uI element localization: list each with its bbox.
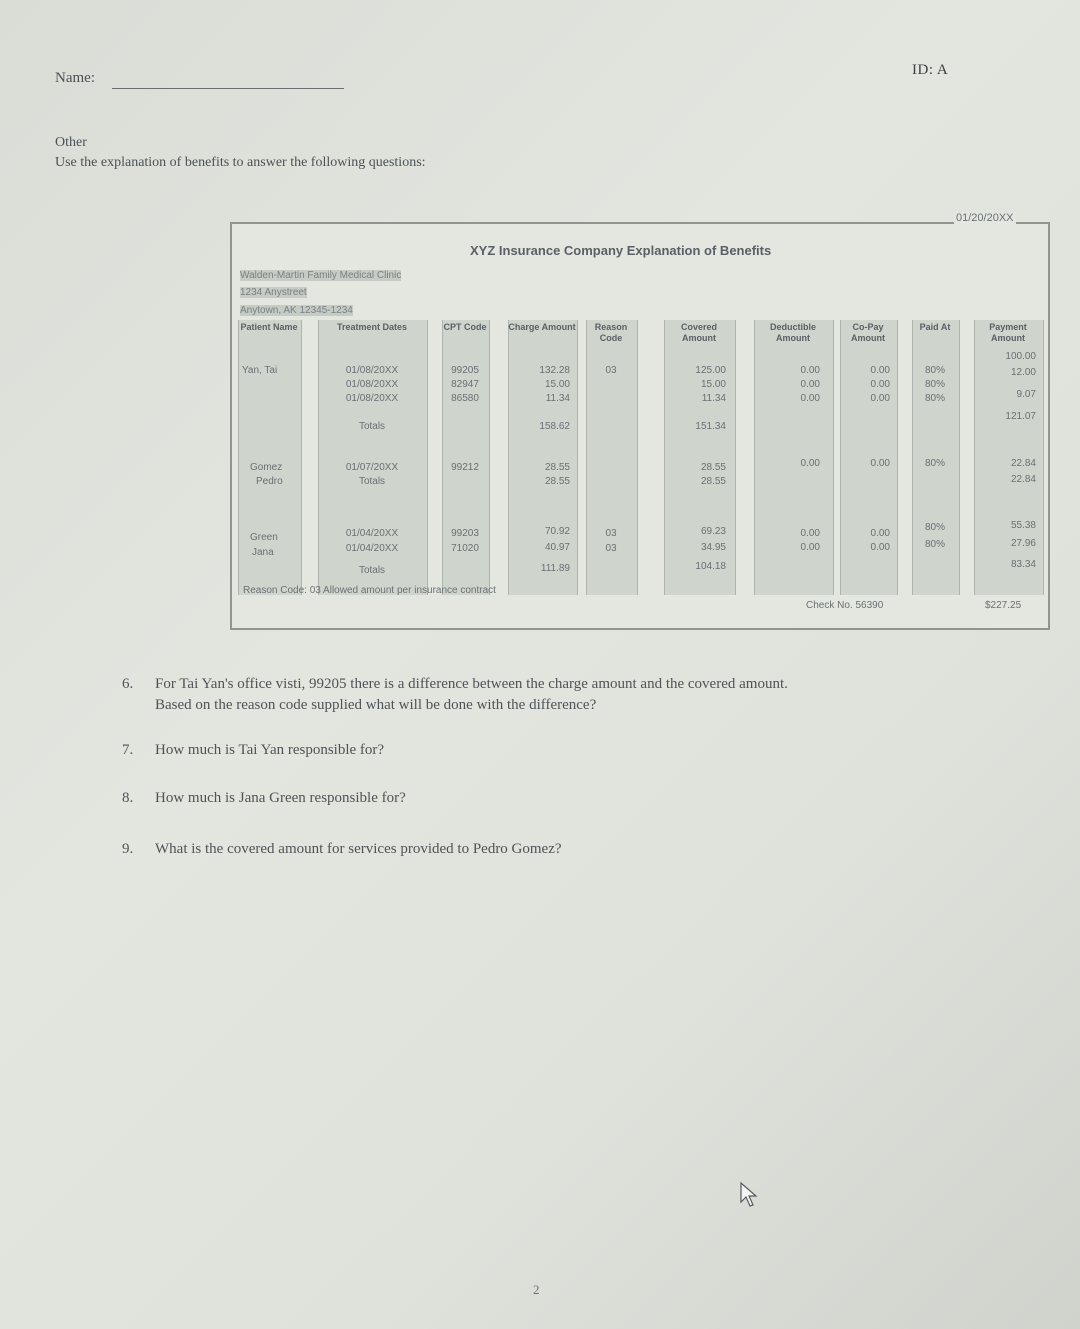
charge-amount: 28.55 [544, 462, 570, 473]
section-title: Other [55, 135, 87, 150]
copay-amount: 0.00 [870, 528, 890, 539]
paid-at: 80% [924, 522, 945, 533]
charge-total: 111.89 [540, 563, 570, 574]
paid-at: 80% [924, 458, 945, 469]
totals-label: Totals [358, 476, 386, 487]
paid-at: 80% [924, 379, 945, 390]
clinic-city: Anytown, AK 12345-1234 [240, 305, 353, 316]
payment-amount: 27.96 [1010, 538, 1036, 549]
payment-total: 22.84 [1010, 474, 1036, 485]
header-copay-amount: Co-Pay Amount [851, 322, 885, 343]
treatment-date: 01/04/20XX [345, 543, 399, 554]
cpt-code: 99203 [451, 528, 479, 539]
header-treatment-dates: Treatment Dates [336, 322, 408, 332]
deductible-amount: 0.00 [800, 458, 820, 469]
question-line: Based on the reason code supplied what will be done with the difference? [155, 697, 597, 713]
question-number: 6. [122, 676, 134, 692]
charge-total: 28.55 [544, 476, 570, 487]
covered-total: 28.55 [700, 476, 726, 487]
covered-total: 104.18 [695, 561, 726, 572]
clinic-name: Walden-Martin Family Medical Clinic [240, 270, 402, 281]
question-8 [155, 788, 955, 809]
name-field-line[interactable] [112, 88, 344, 89]
paid-at: 80% [924, 539, 945, 550]
question-line: How much is Tai Yan responsible for? [155, 742, 385, 758]
covered-amount: 69.23 [700, 526, 726, 537]
charge-amount: 11.34 [545, 393, 570, 404]
reason-code-note: Reason Code: 03 Allowed amount per insurance contract [243, 585, 496, 596]
deductible-amount: 0.00 [800, 365, 820, 376]
header-patient-name: Patient Name [240, 322, 298, 332]
deductible-amount: 0.00 [800, 393, 820, 404]
copay-amount: 0.00 [870, 379, 890, 390]
eob-date: 01/20/20XX [956, 212, 1014, 224]
reason-code: 03 [605, 528, 617, 539]
question-9 [155, 839, 955, 860]
copay-amount: 0.00 [870, 458, 890, 469]
question-line: What is the covered amount for services provided to Pedro Gomez? [155, 841, 562, 857]
header-covered-amount: Covered Amount [680, 322, 717, 343]
treatment-date: 01/04/20XX [345, 528, 399, 539]
question-line: For Tai Yan's office visti, 99205 there is a difference between the charge amount and the covered amount. [155, 676, 788, 692]
reason-code: 03 [605, 543, 617, 554]
payment-amount: 12.00 [1010, 367, 1036, 378]
cpt-code: 71020 [451, 543, 479, 554]
charge-amount: 40.97 [544, 542, 570, 553]
section-instruction: Use the explanation of benefits to answer the following questions: [55, 155, 426, 170]
eob-title: XYZ Insurance Company Explanation of Benefits [470, 243, 772, 258]
covered-amount: 34.95 [700, 542, 726, 553]
question-7 [155, 740, 955, 761]
paid-at: 80% [924, 393, 945, 404]
header-cpt-code: CPT Code [443, 322, 487, 332]
covered-amount: 11.34 [701, 393, 726, 404]
charge-amount: 70.92 [544, 526, 570, 537]
patient-name: Pedro [256, 476, 283, 487]
check-total: $227.25 [985, 600, 1022, 611]
payment-amount: 100.00 [1005, 351, 1036, 362]
question-number: 9. [122, 841, 134, 857]
cpt-code: 82947 [451, 379, 479, 390]
mouse-cursor-icon [740, 1182, 758, 1208]
deductible-amount: 0.00 [800, 542, 820, 553]
treatment-date: 01/08/20XX [345, 379, 399, 390]
cpt-code: 99212 [451, 462, 479, 473]
patient-name: Jana [252, 547, 274, 558]
question-number: 7. [122, 742, 134, 758]
totals-label: Totals [358, 565, 386, 576]
copay-amount: 0.00 [870, 542, 890, 553]
copay-amount: 0.00 [870, 393, 890, 404]
cpt-code: 99205 [451, 365, 479, 376]
check-number: Check No. 56390 [806, 600, 884, 611]
name-label: Name: [55, 70, 95, 86]
charge-amount: 15.00 [544, 379, 570, 390]
question-6 [155, 674, 1035, 716]
totals-label: Totals [358, 421, 386, 432]
question-line: How much is Jana Green responsible for? [155, 790, 406, 806]
covered-amount: 28.55 [700, 462, 726, 473]
treatment-date: 01/07/20XX [345, 462, 399, 473]
header-charge-amount: Charge Amount [508, 322, 576, 332]
payment-total: 83.34 [1010, 559, 1036, 570]
treatment-date: 01/08/20XX [345, 365, 399, 376]
patient-name: Gomez [250, 462, 283, 473]
header-reason-code: Reason Code [594, 322, 628, 343]
deductible-amount: 0.00 [800, 379, 820, 390]
charge-amount: 132.28 [539, 365, 570, 376]
treatment-date: 01/08/20XX [345, 393, 399, 404]
patient-name: Yan, Tai [242, 365, 278, 376]
deductible-amount: 0.00 [800, 528, 820, 539]
covered-amount: 125.00 [695, 365, 726, 376]
payment-amount: 22.84 [1010, 458, 1036, 469]
header-payment-amount: Payment Amount [989, 322, 1027, 343]
reason-code: 03 [605, 365, 617, 376]
id-label: ID: A [912, 62, 949, 78]
cpt-code: 86580 [451, 393, 479, 404]
page-number: 2 [533, 1282, 540, 1297]
patient-name: Green [250, 532, 278, 543]
question-number: 8. [122, 790, 134, 806]
covered-total: 151.34 [695, 421, 726, 432]
payment-total: 121.07 [1005, 411, 1036, 422]
clinic-street: 1234 Anystreet [240, 287, 307, 298]
payment-amount: 9.07 [1016, 389, 1036, 400]
header-paid-at: Paid At [919, 322, 951, 332]
covered-amount: 15.00 [700, 379, 726, 390]
charge-total: 158.62 [539, 421, 570, 432]
header-deductible-amount: Deductible Amount [769, 322, 816, 343]
copay-amount: 0.00 [870, 365, 890, 376]
paid-at: 80% [924, 365, 945, 376]
payment-amount: 55.38 [1010, 520, 1036, 531]
